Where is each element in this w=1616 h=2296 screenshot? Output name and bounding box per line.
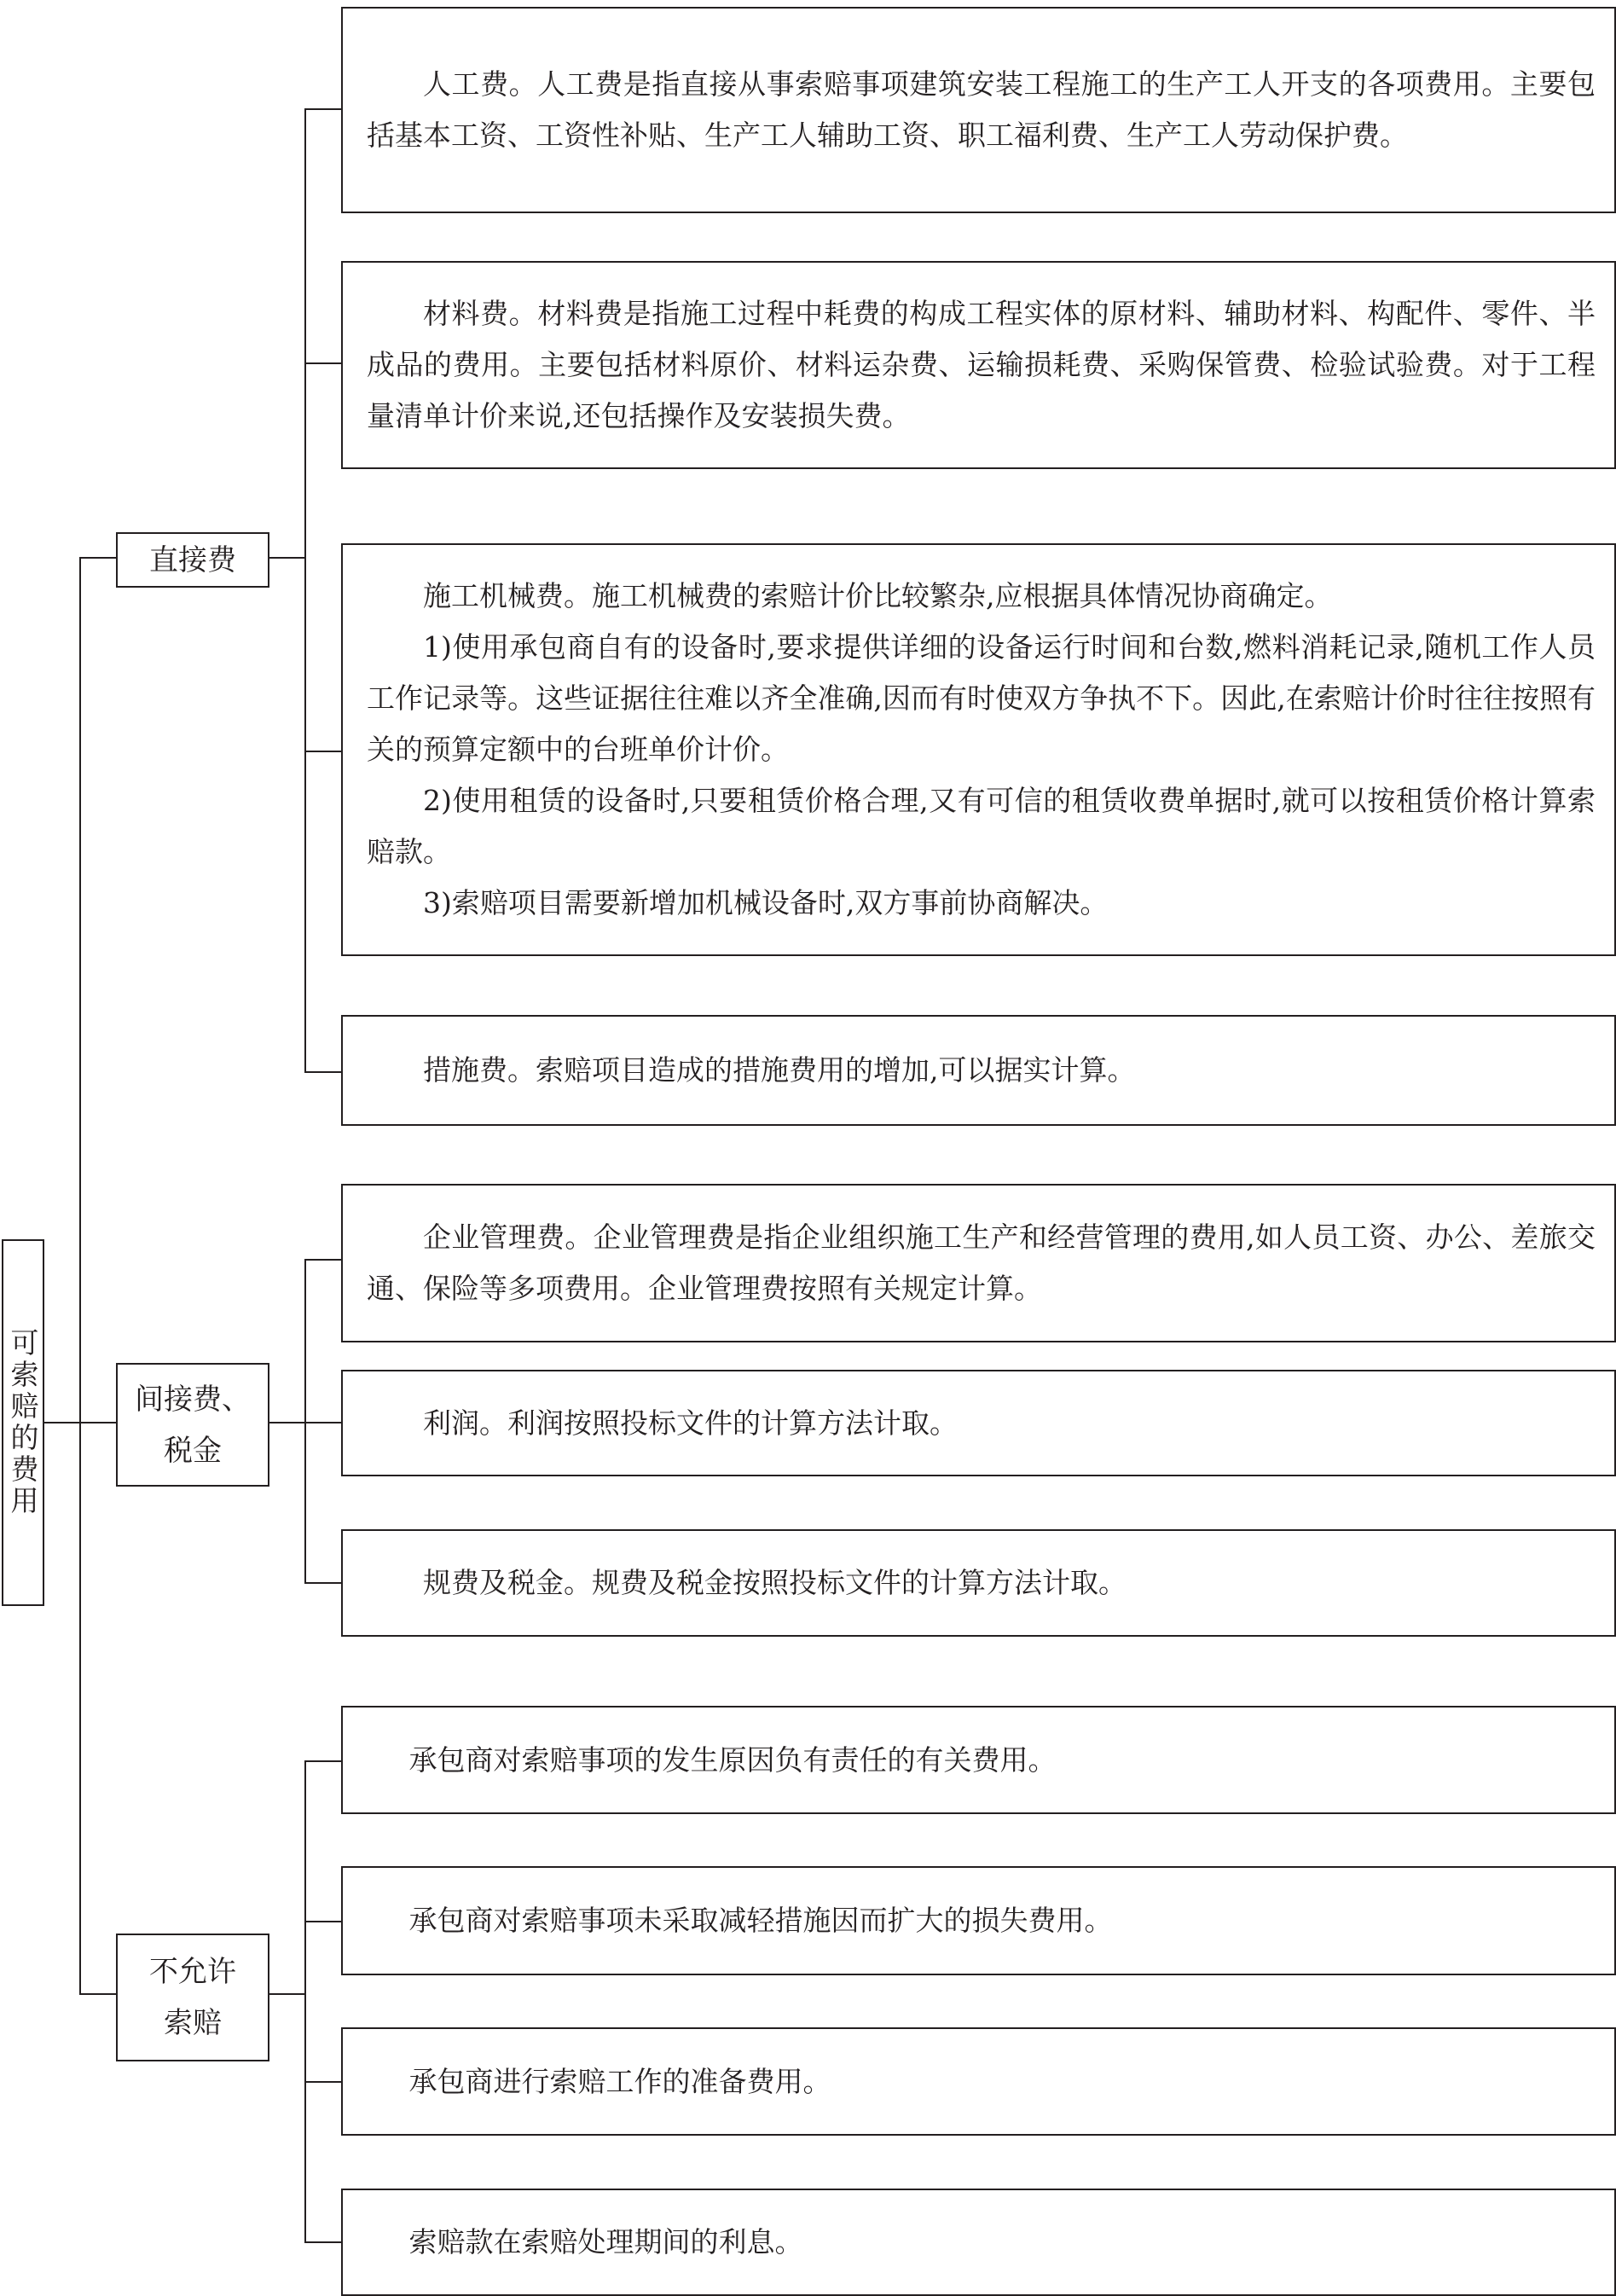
category-direct-cost (116, 532, 269, 588)
leaf-unmitigated-loss-cost (341, 1866, 1616, 1975)
leaf-paragraph: 人工费。人工费是指直接从事索赔事项建筑安装工程施工的生产工人开支的各项费用。主要包括基本工资、工资性补贴、生产工人辅助工资、职工福利费、生产工人劳动保护费。 (367, 67, 1596, 152)
leaf-enterprise-management-cost (341, 1184, 1616, 1342)
category-label: 直接费 (149, 542, 236, 577)
connector-cat-1 (79, 1422, 116, 1423)
category-not-claimable (116, 1934, 269, 2061)
root-connector-vertical (79, 557, 81, 1993)
leaf-labor-cost (341, 7, 1616, 213)
leaf-machinery-cost (341, 543, 1616, 956)
leaf-paragraph: 材料费。材料费是指施工过程中耗费的构成工程实体的原材料、辅助材料、构配件、零件、半成品的费用。主要包括材料原价、材料运杂费、运输损耗费、采购保管费、检验试验费。对于工程量清单计价来说,还包括操作及安装损失费。 (367, 297, 1596, 432)
leaf-2-0-connector (304, 1760, 341, 1762)
cat-2-spine (304, 1760, 306, 2242)
leaf-paragraph: 承包商对索赔事项的发生原因负有责任的有关费用。 (408, 1742, 1057, 1777)
leaf-paragraph: 规费及税金。规费及税金按照投标文件的计算方法计取。 (423, 1566, 1127, 1599)
leaf-paragraph: 企业管理费。企业管理费是指企业组织施工生产和经营管理的费用,如人员工资、办公、差旅交通、保险等多项费用。企业管理费按照有关规定计算。 (367, 1220, 1596, 1305)
leaf-paragraph: 索赔款在索赔处理期间的利息。 (408, 2225, 803, 2258)
leaf-0-0-connector (304, 108, 341, 110)
root-node (2, 1239, 44, 1606)
leaf-paragraph: 施工机械费。施工机械费的索赔计价比较繁杂,应根据具体情况协商确定。 (423, 579, 1333, 612)
leaf-paragraph: 2)使用租赁的设备时,只要租赁价格合理,又有可信的租赁收费单据时,就可以按租赁价格计算索赔款。 (367, 784, 1596, 868)
leaf-1-2-connector (304, 1582, 341, 1584)
leaf-claim-preparation-cost (341, 2027, 1616, 2136)
cat-1-out (269, 1422, 305, 1423)
leaf-paragraph: 利润。利润按照投标文件的计算方法计取。 (423, 1406, 958, 1440)
leaf-1-1-connector (304, 1422, 341, 1423)
cat-1-spine (304, 1259, 306, 1583)
root-label: 可索赔的费用 (6, 1328, 40, 1517)
leaf-material-cost (341, 261, 1616, 469)
connector-cat-0 (79, 557, 116, 559)
leaf-paragraph: 承包商进行索赔工作的准备费用。 (408, 2064, 831, 2098)
leaf-measure-cost (341, 1015, 1616, 1126)
leaf-profit (341, 1370, 1616, 1476)
category-label: 不允许索赔 (149, 1955, 236, 2040)
leaf-fees-and-tax (341, 1529, 1616, 1637)
category-label: 间接费、税金 (135, 1382, 251, 1468)
leaf-paragraph: 1)使用承包商自有的设备时,要求提供详细的设备运行时间和台数,燃料消耗记录,随机工作人员工作记录等。这些证据往往难以齐全准确,因而有时使双方争执不下。因此,在索赔计价时往往按照有关的预算定额中的台班单价计价。 (367, 630, 1596, 766)
leaf-contractor-responsible-cost (341, 1706, 1616, 1814)
cat-0-spine (304, 108, 306, 1072)
leaf-claim-interest (341, 2189, 1616, 2296)
leaf-2-2-connector (304, 2081, 341, 2083)
leaf-paragraph: 措施费。索赔项目造成的措施费用的增加,可以据实计算。 (423, 1053, 1136, 1087)
connector-cat-2 (79, 1993, 116, 1995)
leaf-0-2-connector (304, 751, 341, 752)
leaf-0-3-connector (304, 1071, 341, 1073)
root-connector-stub (44, 1422, 80, 1423)
leaf-paragraph: 承包商对索赔事项未采取减轻措施因而扩大的损失费用。 (408, 1904, 1113, 1937)
category-indirect-cost-tax (116, 1363, 269, 1487)
leaf-paragraph: 3)索赔项目需要新增加机械设备时,双方事前协商解决。 (423, 886, 1109, 919)
cat-2-out (269, 1993, 305, 1995)
leaf-1-0-connector (304, 1259, 341, 1261)
leaf-0-1-connector (304, 362, 341, 364)
leaf-2-1-connector (304, 1921, 341, 1922)
leaf-2-3-connector (304, 2241, 341, 2243)
cat-0-out (269, 557, 305, 559)
